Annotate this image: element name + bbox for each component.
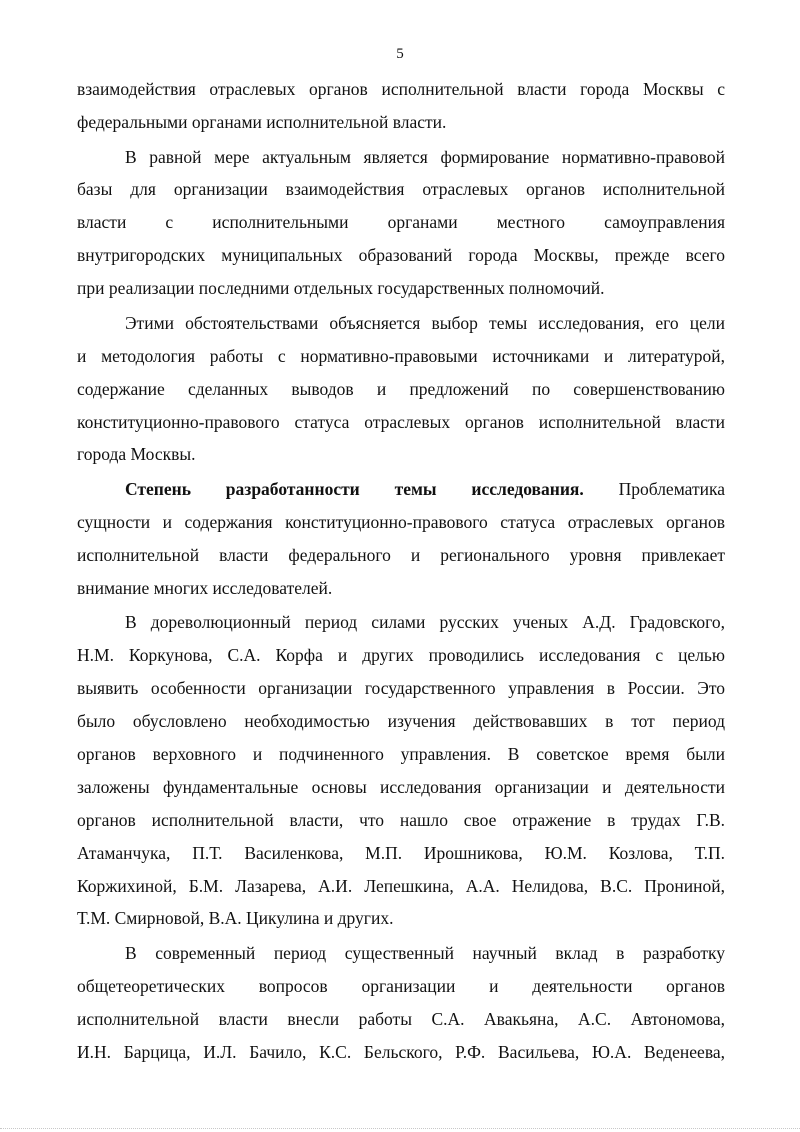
- line-text: Коржихиной, Б.М. Лазарева, А.И. Лепешкина, А.А. Нелидова, В.С. Прониной,: [77, 875, 725, 896]
- line-text: Н.М. Коркунова, С.А. Корфа и других проводились исследования с целью: [77, 645, 725, 666]
- document-body: [77, 73, 725, 1069]
- line-text: при реализации последними отдельных государственных полномочий.: [77, 278, 605, 299]
- line-text: заложены фундаментальные основы исследования организации и деятельности: [77, 776, 725, 797]
- text-line: [77, 239, 725, 272]
- text-line: [77, 672, 725, 705]
- line-text: Проблематика: [583, 479, 725, 500]
- line-text: конституционно-правового статуса отраслевых органов исполнительной власти: [77, 411, 725, 432]
- text-line: [77, 173, 725, 206]
- text-line: [77, 539, 725, 572]
- text-line: [77, 639, 725, 672]
- line-text: Т.М. Смирновой, В.А. Цикулина и других.: [77, 908, 394, 929]
- line-text: внимание многих исследователей.: [77, 577, 333, 598]
- text-line: [77, 870, 725, 903]
- line-text: органов исполнительной власти, что нашло свое отражение в трудах Г.В.: [77, 809, 725, 830]
- text-line: [77, 572, 725, 605]
- line-text: внутригородских муниципальных образований города Москвы, прежде всего: [77, 245, 725, 266]
- line-text: сущности и содержания конституционно-правового статуса отраслевых органов: [77, 511, 725, 532]
- text-line: [77, 272, 725, 305]
- line-text: было обусловлено необходимостью изучения действовавших в тот период: [77, 711, 725, 732]
- text-line: [77, 141, 725, 174]
- line-text: и методология работы с нормативно-правовыми источниками и литературой,: [77, 345, 725, 366]
- section-heading: Степень разработанности темы исследования.: [125, 479, 584, 500]
- text-line: [77, 206, 725, 239]
- line-text: базы для организации взаимодействия отраслевых органов исполнительной: [77, 179, 725, 200]
- line-text: В дореволюционный период силами русских ученых А.Д. Градовского,: [125, 612, 725, 633]
- text-line: [77, 506, 725, 539]
- text-line: [77, 804, 725, 837]
- text-line: [77, 307, 725, 340]
- line-text: города Москвы.: [77, 444, 196, 465]
- line-text: власти с исполнительными органами местного самоуправления: [77, 212, 725, 233]
- text-line: [77, 738, 725, 771]
- text-line: [77, 73, 725, 106]
- text-line: [77, 373, 725, 406]
- line-text: исполнительной власти федерального и регионального уровня привлекает: [77, 544, 725, 565]
- line-text: взаимодействия отраслевых органов исполнительной власти города Москвы с: [77, 79, 725, 99]
- text-line: [77, 1003, 725, 1036]
- line-text: выявить особенности организации государственного управления в России. Это: [77, 678, 725, 699]
- line-text: И.Н. Барцица, И.Л. Бачило, К.С. Бельского, Р.Ф. Васильева, Ю.А. Веденеева,: [77, 1041, 725, 1062]
- line-text: общетеоретических вопросов организации и деятельности органов: [77, 976, 725, 997]
- text-line: [77, 438, 725, 471]
- line-text: Этими обстоятельствами объясняется выбор темы исследования, его цели: [125, 312, 725, 333]
- page-number: 5: [396, 46, 404, 62]
- text-line: [77, 837, 725, 870]
- line-text: содержание сделанных выводов и предложений по совершенствованию: [77, 378, 725, 399]
- line-text: В современный период существенный научный вклад в разработку: [125, 943, 725, 964]
- text-line: [77, 473, 725, 506]
- line-text: федеральными органами исполнительной власти.: [77, 111, 447, 132]
- text-line: [77, 970, 725, 1003]
- line-text: органов верховного и подчиненного управления. В советское время были: [77, 744, 725, 764]
- line-text: Атаманчука, П.Т. Василенкова, М.П. Ирошникова, Ю.М. Козлова, Т.П.: [77, 842, 725, 863]
- text-line: [77, 902, 725, 935]
- text-line: [77, 1036, 725, 1069]
- text-line: [77, 771, 725, 804]
- line-text: В равной мере актуальным является формирование нормативно-правовой: [125, 146, 725, 167]
- scan-edge-divider: [0, 1128, 800, 1130]
- text-line: [77, 606, 725, 639]
- text-line: [77, 406, 725, 439]
- text-line: [77, 106, 725, 139]
- text-line: [77, 937, 725, 970]
- text-line: [77, 340, 725, 373]
- text-line: [77, 705, 725, 738]
- line-text: исполнительной власти внесли работы С.А. Авакьяна, А.С. Автономова,: [77, 1008, 725, 1029]
